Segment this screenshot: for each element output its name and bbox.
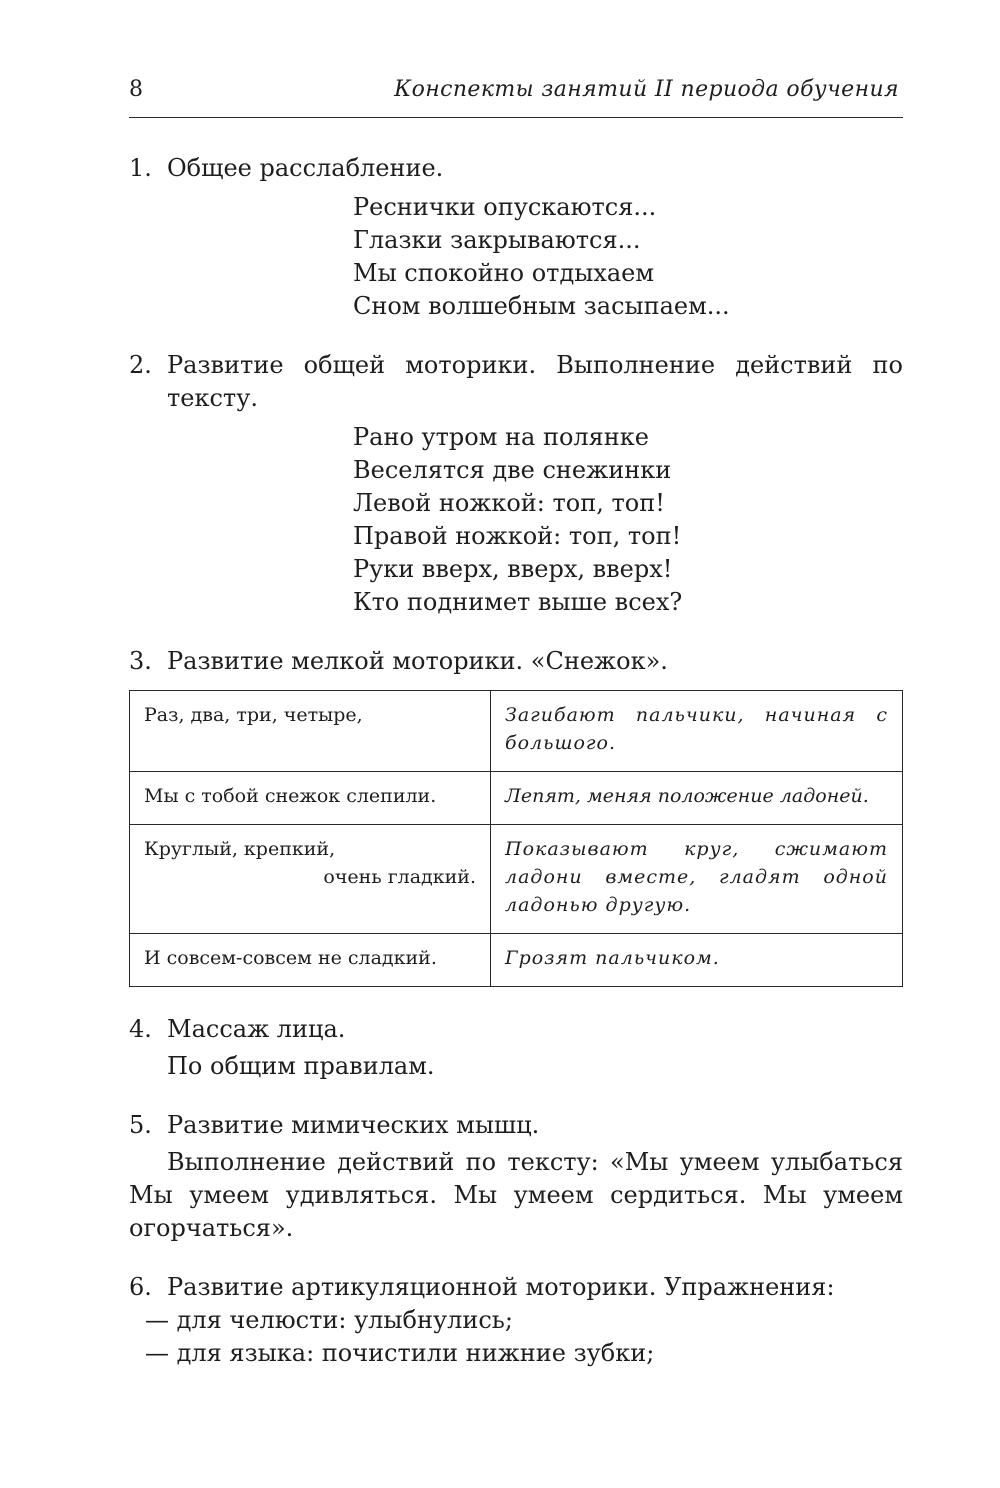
rhyme-cell	[130, 934, 491, 987]
section-2-title: Развитие общей моторики. Выполнение действий по тексту.	[167, 351, 903, 412]
rhyme-text: очень гладкий.	[323, 866, 476, 888]
poem-line: Сном волшебным засыпаем...	[353, 292, 730, 320]
table-row	[130, 772, 903, 825]
page-content	[129, 152, 903, 1370]
running-title: Конспекты занятий II периода обучения	[394, 77, 899, 102]
section-5-heading	[129, 1109, 903, 1142]
poem-line: Кто поднимет выше всех?	[353, 588, 683, 616]
section-4-heading	[129, 1013, 903, 1046]
section-2-poem	[353, 421, 903, 619]
table-row	[130, 691, 903, 772]
section-4-number: 4.	[129, 1015, 152, 1043]
section-5	[129, 1109, 903, 1245]
section-4-body: По общим правилам.	[167, 1052, 435, 1080]
action-cell	[491, 691, 903, 772]
action-text: Грозят пальчиком.	[505, 947, 720, 969]
section-1	[129, 152, 903, 323]
section-1-title: Общее расслабление.	[167, 154, 444, 182]
section-1-number: 1.	[129, 154, 152, 182]
page-number: 8	[129, 77, 143, 102]
section-3-number: 3.	[129, 647, 152, 675]
action-text: Загибают пальчики, начиная с большого.	[505, 704, 888, 754]
list-item: — для челюсти: улыбнулись;	[145, 1306, 513, 1334]
poem-line: Мы спокойно отдыхаем	[353, 259, 655, 287]
section-2	[129, 349, 903, 619]
rhyme-cell	[130, 691, 491, 772]
section-5-title: Развитие мимических мышц.	[167, 1111, 540, 1139]
section-3	[129, 645, 903, 987]
section-6-heading	[129, 1271, 903, 1304]
poem-line: Левой ножкой: топ, топ!	[353, 489, 665, 517]
section-1-poem	[353, 191, 903, 323]
section-1-heading	[129, 152, 903, 185]
action-text: Показывают круг, сжимают ладони вместе, гладят одной ладонью другую.	[505, 838, 888, 916]
section-5-number: 5.	[129, 1111, 152, 1139]
poem-line: Руки вверх, вверх, вверх!	[353, 555, 673, 583]
table-row	[130, 825, 903, 934]
poem-line: Рано утром на полянке	[353, 423, 650, 451]
section-3-title: Развитие мелкой моторики. «Снежок».	[167, 647, 668, 675]
section-2-heading	[129, 349, 903, 415]
rhyme-text: Круглый, крепкий,	[144, 838, 336, 860]
action-cell	[491, 825, 903, 934]
section-5-body: Выполнение действий по тексту: «Мы умеем улыбаться Мы умеем удивляться. Мы умеем сердиться. Мы умеем огорчаться».	[129, 1148, 903, 1242]
poem-line: Глазки закрываются...	[353, 226, 641, 254]
rhyme-cell	[130, 772, 491, 825]
section-3-heading	[129, 645, 903, 678]
section-6	[129, 1271, 903, 1370]
rhyme-text: Раз, два, три, четыре,	[144, 704, 363, 726]
section-6-number: 6.	[129, 1273, 152, 1301]
rhyme-cell	[130, 825, 491, 934]
table-row	[130, 934, 903, 987]
action-cell	[491, 934, 903, 987]
action-cell	[491, 772, 903, 825]
poem-line: Реснички опускаются...	[353, 193, 657, 221]
poem-line: Веселятся две снежинки	[353, 456, 672, 484]
header-rule	[129, 117, 903, 118]
section-6-title: Развитие артикуляционной моторики. Упражнения:	[167, 1273, 835, 1301]
section-4-title: Массаж лица.	[167, 1015, 346, 1043]
rhyme-text: Мы с тобой снежок слепили.	[144, 785, 437, 807]
section-2-number: 2.	[129, 351, 152, 379]
exercise-table	[129, 690, 903, 987]
list-item: — для языка: почистили нижние зубки;	[145, 1339, 655, 1367]
rhyme-text: И совсем-совсем не сладкий.	[144, 947, 437, 969]
action-text: Лепят, меняя положение ладоней.	[505, 785, 869, 807]
poem-line: Правой ножкой: топ, топ!	[353, 522, 682, 550]
section-4	[129, 1013, 903, 1083]
